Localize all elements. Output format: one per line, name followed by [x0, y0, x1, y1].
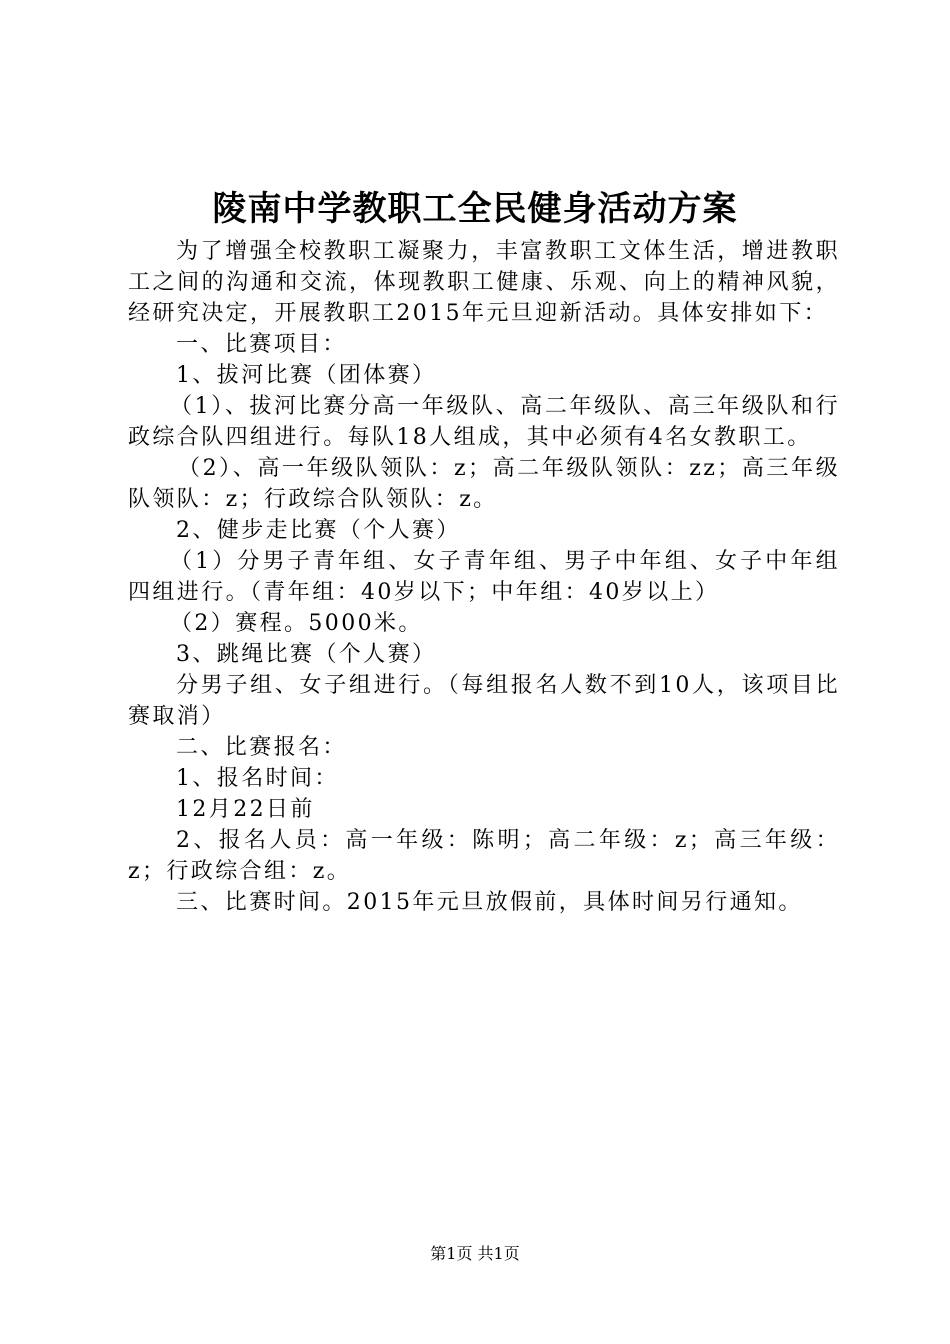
- item-walking-race: 2、健步走比赛（个人赛）: [176, 518, 461, 543]
- paragraph-jump-rope-groups: 分男子组、女子组进行。（每组报名人数不到10人，该项目比赛取消）: [128, 673, 840, 729]
- item-jump-rope: 3、跳绳比赛（个人赛）: [176, 642, 437, 667]
- paragraph-tug-of-war-teams: （1）、拔河比赛分高一年级队、高二年级队、高三年级队和行政综合队四组进行。每队18人组成，其中必须有4名女教职工。: [128, 394, 840, 450]
- paragraph-tug-of-war-leaders: （2）、高一年级队领队：z；高二年级队领队：zz；高三年级队领队：z；行政综合队领队：z。: [128, 456, 840, 512]
- paragraph-intro: 为了增强全校教职工凝聚力，丰富教职工文体生活，增进教职工之间的沟通和交流，体现教职工健康、乐观、向上的精神风貌，经研究决定，开展教职工2015年元旦迎新活动。具体安排如下：: [128, 239, 840, 326]
- item-tug-of-war: 1、拔河比赛（团体赛）: [176, 363, 437, 388]
- section-heading-schedule: 三、比赛时间。2015年元旦放假前，具体时间另行通知。: [176, 890, 803, 915]
- paragraph-walking-distance: （2）赛程。5000米。: [170, 611, 423, 636]
- section-heading-events: 一、比赛项目：: [176, 332, 347, 357]
- paragraph-registration-deadline: 12月22日前: [176, 797, 315, 822]
- document-body: [128, 236, 840, 918]
- item-registration-time: 1、报名时间：: [176, 766, 339, 791]
- paragraph-registration-staff: 2、报名人员：高一年级：陈明；高二年级：z；高三年级：z；行政综合组：z。: [128, 828, 840, 884]
- page-footer: 第1页 共1页: [430, 1244, 520, 1263]
- section-heading-registration: 二、比赛报名：: [176, 735, 347, 760]
- document-title: 陵南中学教职工全民健身活动方案: [212, 189, 738, 229]
- paragraph-walking-groups: （1）分男子青年组、女子青年组、男子中年组、女子中年组四组进行。（青年组：40岁以下；中年组：40岁以上）: [128, 549, 840, 605]
